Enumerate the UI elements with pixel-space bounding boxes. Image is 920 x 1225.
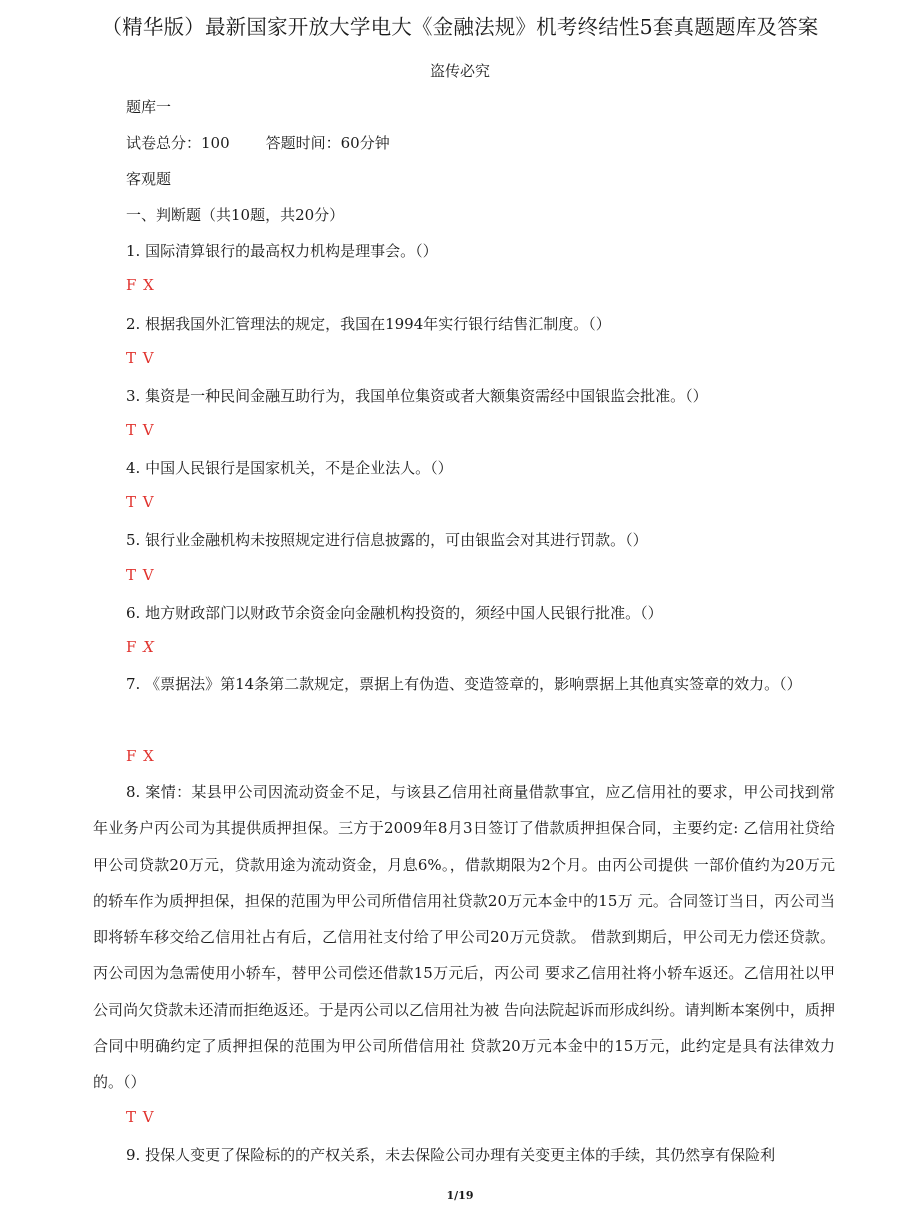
question-8: 8. 案情：某县甲公司因流动资金不足，与该县乙信用社商量借款事宜，应乙信用社的要求，甲公司找到常年业务户丙公司为其提供质押担保。三方于2009年8月3日签订了借款质押担保合同，主要约定: 乙信用社贷给甲公司贷款20万元，贷款用途为流动资金，月息6%。，借款期限为2个月。由丙公司提供 一部价值约为20万元的轿车作为质押担保，担保的范围为甲公司所借信用社贷款20万元本金中的15万 元。合同签订当日，丙公司当即将轿车移交给乙信用社占有后，乙信用社支付给了甲公司20万元贷款。 借款到期后，甲公司无力偿还贷款。丙公司因为急需使用小轿车，替甲公司偿还借款15万元后，丙公司 要求乙信用社将小轿车返还。乙信用社以甲公司尚欠贷款未还清而拒绝返还。于是丙公司以乙信用社为被 告向法院起诉而形成纠纷。请判断本案例中，质押合同中明确约定了质押担保的范围为甲公司所借信用社 贷款20万元本金中的15万元，此约定是具有法律效力的。（） <box>93 783 835 1092</box>
answer-6 <box>126 638 155 656</box>
exam-info <box>126 132 390 153</box>
answer-5: T V <box>126 566 155 584</box>
answer-6-letter: F <box>126 638 138 656</box>
question-bank-label: 题库一 <box>126 98 172 116</box>
exam-time: 答题时间：60分钟 <box>265 134 390 152</box>
answer-4: T V <box>126 493 155 511</box>
answer-8: T V <box>126 1108 155 1126</box>
question-4: 4. 中国人民银行是国家机关，不是企业法人。（） <box>126 459 453 477</box>
question-2: 2. 根据我国外汇管理法的规定，我国在1994年实行银行结售汇制度。（） <box>126 315 611 333</box>
answer-2: T V <box>126 349 155 367</box>
document-subtitle: 盗传必究 <box>429 62 490 80</box>
answer-3: T V <box>126 421 155 439</box>
question-9: 9. 投保人变更了保险标的的产权关系，未去保险公司办理有关变更主体的手续，其仍然享有保险利 <box>126 1146 776 1164</box>
answer-1: F X <box>126 276 155 294</box>
total-score: 试卷总分：100 <box>126 134 230 152</box>
page-number: 1/19 <box>446 1189 474 1202</box>
answer-6-mark: X <box>143 638 155 656</box>
section-title: 一、判断题（共10题，共20分） <box>126 206 345 224</box>
question-1: 1. 国际清算银行的最高权力机构是理事会。（） <box>126 242 438 260</box>
question-6: 6. 地方财政部门以财政节余资金向金融机构投资的，须经中国人民银行批准。（） <box>126 604 663 622</box>
question-5: 5. 银行业金融机构未按照规定进行信息披露的，可由银监会对其进行罚款。（） <box>126 531 648 549</box>
question-3: 3. 集资是一种民间金融互助行为，我国单位集资或者大额集资需经中国银监会批准。（） <box>126 387 708 405</box>
answer-7: F X <box>126 747 155 765</box>
section-type: 客观题 <box>126 170 172 188</box>
question-7: 7. 《票据法》第14条第二款规定，票据上有伪造、变造签章的，影响票据上其他真实签章的效力。（） <box>126 675 802 693</box>
document-title: （精华版）最新国家开放大学电大《金融法规》机考终结性5套真题题库及答案 <box>101 15 819 39</box>
